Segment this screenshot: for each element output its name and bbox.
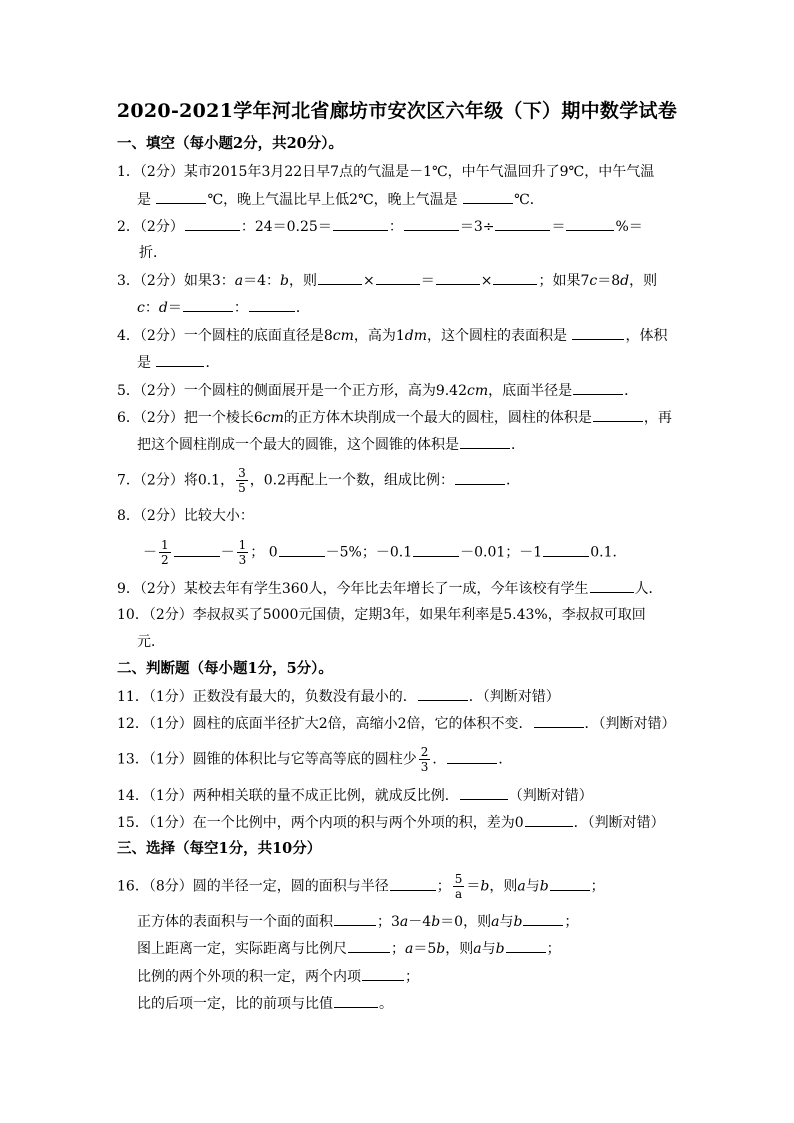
fraction: $\frac{2}{3}$: [420, 745, 429, 774]
question-6-line-1: 6．（2分）把一个棱长6cm的正方体木块削成一个最大的圆柱，圆柱的体积是 ，再: [117, 407, 672, 428]
section-heading-fill-blank: 一、填空（每小题2分，共20分）。: [117, 135, 344, 152]
answer-blank[interactable]: [362, 966, 404, 981]
page-title: 2020-2021学年河北省廊坊市安次区六年级（下）期中数学试卷: [116, 100, 678, 122]
answer-blank[interactable]: [593, 407, 643, 422]
answer-blank[interactable]: [566, 216, 614, 231]
answer-blank[interactable]: [436, 270, 480, 285]
answer-blank[interactable]: [333, 216, 388, 231]
answer-blank[interactable]: [455, 470, 505, 485]
answer-blank[interactable]: [543, 542, 589, 557]
fraction: $\frac{3}{5}$: [238, 466, 246, 495]
answer-blank[interactable]: [447, 749, 497, 764]
question-2-line-1: 2．（2分） ：24＝0.25＝ ： ＝3÷ ＝ %＝: [117, 216, 643, 237]
answer-blank[interactable]: [418, 686, 468, 701]
answer-blank[interactable]: [174, 542, 220, 557]
answer-blank[interactable]: [572, 325, 624, 340]
answer-blank[interactable]: [183, 297, 233, 312]
question-3-line-1: 3．（2分）如果3：a＝4：b，则 × ＝ × ；如果7c＝8d，则: [117, 270, 657, 291]
question-16-line-4: 比例的两个外项的积一定，两个内项 ；: [137, 966, 419, 987]
question-16-line-5: 比的后项一定，比的前项与比值 。: [137, 993, 393, 1014]
answer-blank[interactable]: [495, 216, 550, 231]
question-1-line-1: 1．（2分）某市2015年3月22日早7点的气温是－1℃，中午气温回升了9℃，中午气温: [117, 164, 655, 180]
question-4-line-1: 4．（2分）一个圆柱的底面直径是8cm，高为1dm，这个圆柱的表面积是 ，体积: [117, 325, 667, 346]
answer-blank[interactable]: [493, 270, 537, 285]
answer-blank[interactable]: [156, 352, 204, 367]
answer-blank[interactable]: [404, 216, 459, 231]
answer-blank[interactable]: [590, 578, 634, 593]
question-16-line-2: 正方体的表面积与一个面的面积 ；3a－4b＝0，则a与b ；: [137, 911, 578, 932]
question-15: 15．（1分）在一个比例中，两个内项的积与两个外项的积，差为0 ．（判断对错）: [117, 812, 665, 833]
answer-blank[interactable]: [523, 911, 563, 926]
answer-blank[interactable]: [463, 189, 513, 204]
question-11: 11．（1分）正数没有最大的，负数没有最小的． ．（判断对错）: [117, 686, 560, 707]
question-4-line-2: 是 ．: [137, 352, 219, 373]
answer-blank[interactable]: [460, 785, 508, 800]
section-heading-true-false: 二、判断题（每小题1分，5分）。: [117, 660, 333, 677]
answer-blank[interactable]: [376, 270, 420, 285]
answer-blank[interactable]: [156, 189, 206, 204]
question-3-line-2: c：d＝ ： ．: [137, 297, 310, 318]
question-10-line-1: 10．（2分）李叔叔买了5000元国债，定期3年，如果年利率是5.43%，李叔叔可取回: [117, 607, 646, 623]
question-8-line-2: － $\frac{1}{2}$ － $\frac{1}{3}$ ； 0 －5%；－0.1 －0.01；－1 0.1．: [143, 538, 627, 567]
fraction: $\frac{1}{3}$: [238, 538, 247, 567]
question-14: 14．（1分）两种相关联的量不成正比例，就成反比例． （判断对错）: [117, 785, 593, 806]
answer-blank[interactable]: [318, 270, 362, 285]
section-heading-choice: 三、选择（每空1分，共10分）: [117, 840, 322, 857]
answer-blank[interactable]: [506, 938, 546, 953]
question-13: 13．（1分）圆锥的体积比与它等高等底的圆柱少 $\frac{2}{3}$ ． ．: [117, 745, 513, 774]
answer-blank[interactable]: [573, 380, 623, 395]
question-1-line-2: 是 ℃，晚上气温比早上低2℃，晚上气温是 ℃．: [137, 189, 544, 210]
question-7: 7．（2分）将0.1， $\frac{3}{5}$ ，0.2再配上一个数，组成比例： ．: [117, 466, 520, 495]
answer-blank[interactable]: [413, 542, 459, 557]
question-8-line-1: 8．（2分）比较大小：: [117, 508, 254, 524]
answer-blank[interactable]: [534, 713, 584, 728]
question-6-line-2: 把这个圆柱削成一个最大的圆锥，这个圆锥的体积是 ．: [137, 434, 525, 455]
answer-blank[interactable]: [185, 216, 240, 231]
answer-blank[interactable]: [348, 938, 390, 953]
answer-blank[interactable]: [550, 876, 590, 891]
fraction: $\frac{5}{a}$: [454, 872, 463, 901]
question-16-line-1: 16．（8分）圆的半径一定，圆的面积与半径 ； $\frac{5}{a}$ ＝b，则a与b ；: [117, 872, 605, 901]
answer-blank[interactable]: [390, 876, 436, 891]
answer-blank[interactable]: [334, 993, 378, 1008]
question-12: 12．（1分）圆柱的底面半径扩大2倍，高缩小2倍，它的体积不变． ．（判断对错）: [117, 713, 676, 734]
answer-blank[interactable]: [334, 911, 376, 926]
answer-blank[interactable]: [249, 297, 295, 312]
answer-blank[interactable]: [460, 434, 510, 449]
answer-blank[interactable]: [525, 812, 573, 827]
question-9: 9．（2分）某校去年有学生360人，今年比去年增长了一成，今年该校有学生 人．: [117, 578, 663, 599]
fraction: $\frac{1}{2}$: [161, 538, 169, 567]
question-16-line-3: 图上距离一定，实际距离与比例尺 ；a＝5b，则a与b ；: [137, 938, 561, 959]
question-2-line-2: 折．: [139, 245, 167, 261]
question-10-line-2: 元．: [137, 634, 165, 650]
answer-blank[interactable]: [279, 542, 325, 557]
question-5: 5．（2分）一个圆柱的侧面展开是一个正方形，高为9.42cm，底面半径是 ．: [117, 380, 638, 401]
